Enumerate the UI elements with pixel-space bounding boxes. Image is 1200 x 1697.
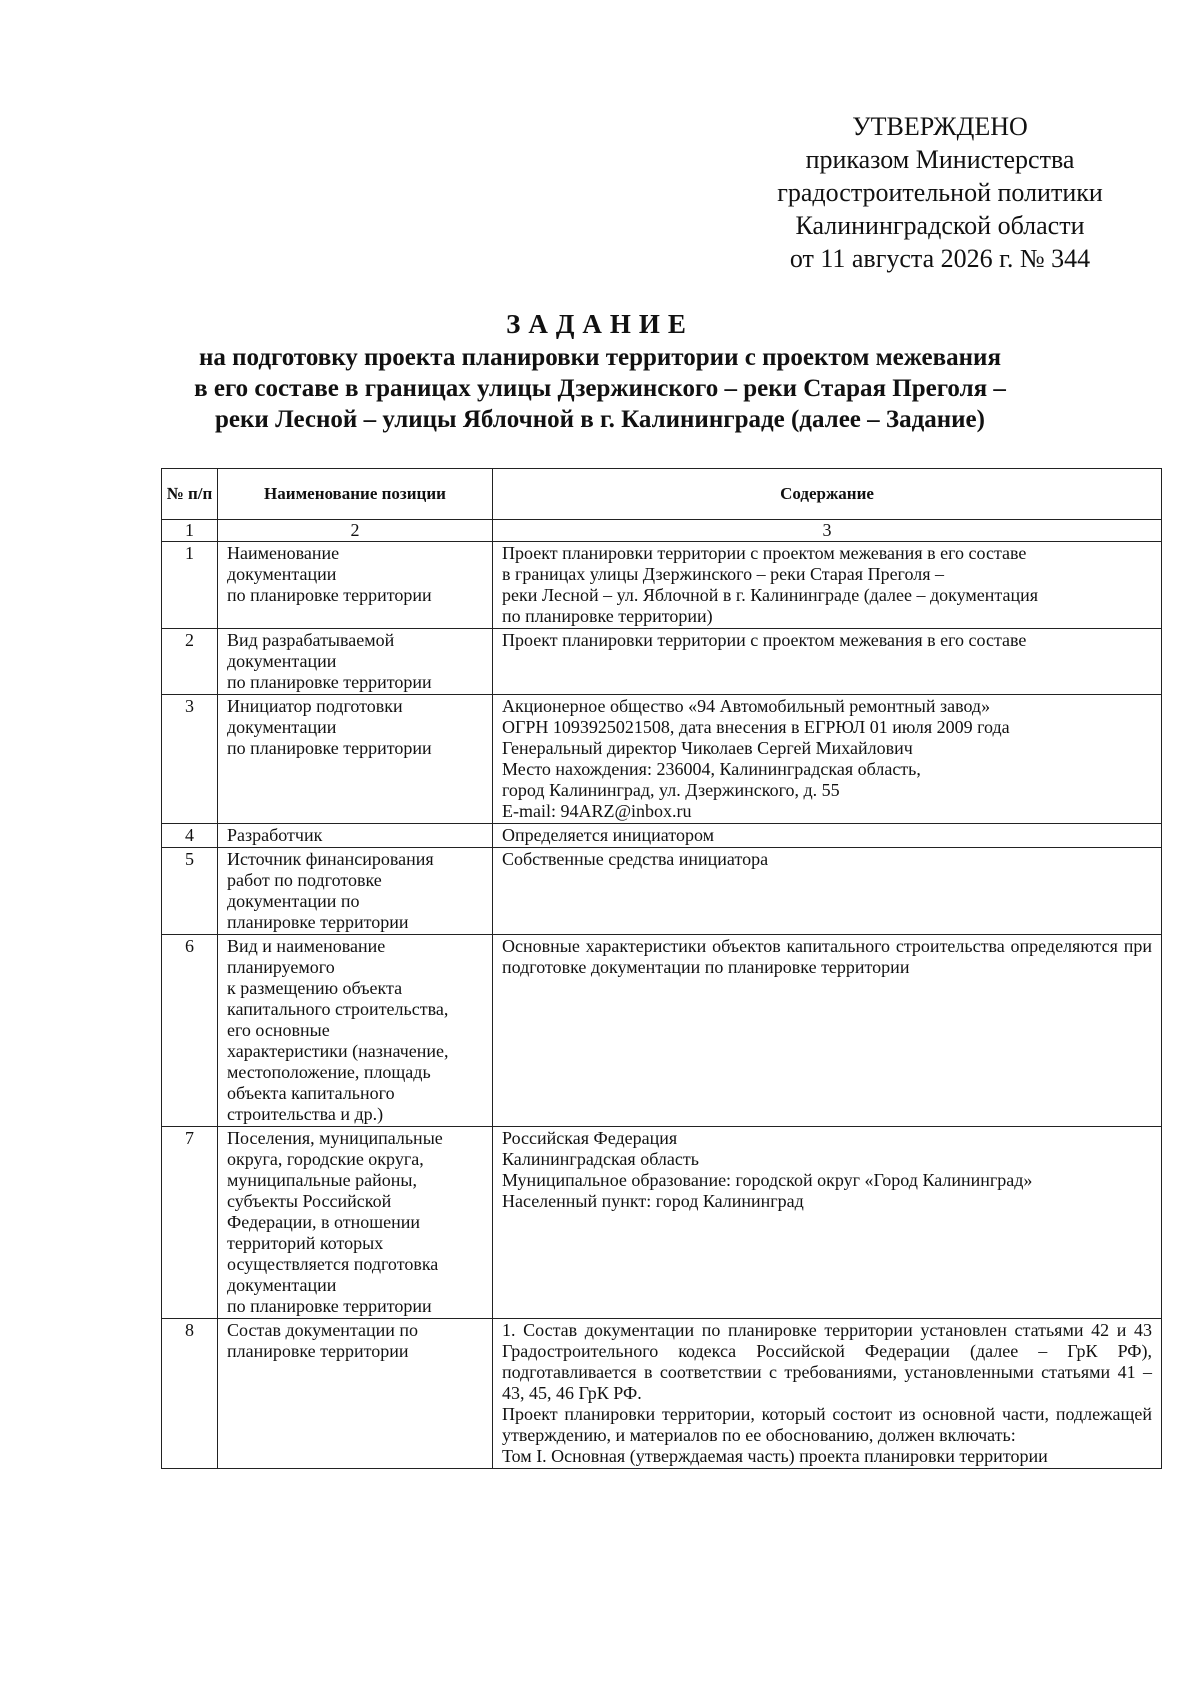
column-numbers-row: [162, 520, 1162, 542]
approval-line: от 11 августа 2026 г. № 344: [789, 244, 1091, 273]
row-number: 1: [162, 542, 218, 629]
content-line: Генеральный директор Чиколаев Сергей Михайлович: [502, 738, 913, 758]
position-name-line: субъекты Российской: [227, 1191, 392, 1211]
position-name-line: по планировке территории: [227, 672, 432, 692]
position-name-cell: [218, 1319, 493, 1469]
position-name-line: Наименование: [227, 543, 340, 563]
specification-table: [161, 468, 1162, 1469]
position-name-line: по планировке территории: [227, 738, 432, 758]
column-number: 1: [162, 520, 218, 542]
position-name-line: Вид и наименование: [227, 936, 386, 956]
header-position-name: Наименование позиции: [218, 469, 493, 520]
content-line: Основные характеристики объектов капитального строительства определяются при подготовке документации по планировке территории: [502, 936, 1152, 977]
row-number: 4: [162, 824, 218, 848]
approval-line: Калининградской области: [795, 211, 1085, 240]
position-name-line: осуществляется подготовка: [227, 1254, 439, 1274]
subtitle-line: в его составе в границах улицы Дзержинского – реки Старая Преголя –: [194, 375, 1006, 402]
table-row: [162, 695, 1162, 824]
position-name-line: планируемого: [227, 957, 335, 977]
content-line: по планировке территории): [502, 606, 713, 626]
content-line: в границах улицы Дзержинского – реки Старая Преголя –: [502, 564, 945, 584]
row-number: 8: [162, 1319, 218, 1469]
position-name-line: Источник финансирования: [227, 849, 434, 869]
table-body: [162, 542, 1162, 1469]
content-cell: [493, 1127, 1162, 1319]
position-name-line: его основные: [227, 1020, 330, 1040]
content-line: Собственные средства инициатора: [502, 849, 769, 869]
position-name-line: Состав документации по: [227, 1320, 419, 1340]
column-number: 2: [218, 520, 493, 542]
position-name-cell: [218, 629, 493, 695]
table-row: [162, 542, 1162, 629]
table-row: [162, 1127, 1162, 1319]
row-number: 5: [162, 848, 218, 935]
content-cell: [493, 1319, 1162, 1469]
header-content: Содержание: [493, 469, 1162, 520]
position-name-line: документации: [227, 717, 337, 737]
content-line: E-mail: 94ARZ@inbox.ru: [502, 801, 692, 821]
approval-line: приказом Министерства: [805, 145, 1075, 174]
position-name-line: Инициатор подготовки: [227, 696, 403, 716]
position-name-line: капитального строительства,: [227, 999, 449, 1019]
content-line: Проект планировки территории, который состоит из основной части, подлежащей утверждению, и материалов по ее обоснованию, должен включать:: [502, 1404, 1152, 1445]
position-name-line: Разработчик: [227, 825, 323, 845]
document-heading: [120, 306, 1080, 435]
content-line: Проект планировки территории с проектом межевания в его составе: [502, 630, 1027, 650]
content-line: ОГРН 1093925021508, дата внесения в ЕГРЮЛ 01 июля 2009 года: [502, 717, 1010, 737]
table-row: [162, 629, 1162, 695]
approval-stamp: [700, 110, 1180, 275]
position-name-line: строительства и др.): [227, 1104, 384, 1124]
position-name-line: документации: [227, 1275, 337, 1295]
position-name-line: документации: [227, 651, 337, 671]
position-name-line: документации: [227, 564, 337, 584]
approval-line: градостроительной политики: [777, 178, 1103, 207]
table-row: [162, 824, 1162, 848]
table-row: [162, 935, 1162, 1127]
content-line: Место нахождения: 236004, Калининградская область,: [502, 759, 921, 779]
content-line: Проект планировки территории с проектом межевания в его составе: [502, 543, 1027, 563]
position-name-line: планировке территории: [227, 1341, 409, 1361]
position-name-cell: [218, 1127, 493, 1319]
table-row: [162, 848, 1162, 935]
position-name-line: характеристики (назначение,: [227, 1041, 449, 1061]
row-number: 7: [162, 1127, 218, 1319]
position-name-cell: [218, 695, 493, 824]
position-name-line: округа, городские округа,: [227, 1149, 424, 1169]
position-name-line: планировке территории: [227, 912, 409, 932]
content-line: реки Лесной – ул. Яблочной в г. Калининграде (далее – документация: [502, 585, 1038, 605]
row-number: 2: [162, 629, 218, 695]
subtitle-line: на подготовку проекта планировки территории с проектом межевания: [198, 344, 1001, 371]
position-name-line: по планировке территории: [227, 585, 432, 605]
position-name-cell: [218, 824, 493, 848]
position-name-line: территорий которых: [227, 1233, 384, 1253]
position-name-line: Федерации, в отношении: [227, 1212, 421, 1232]
content-line: город Калининград, ул. Дзержинского, д. 55: [502, 780, 840, 800]
position-name-line: Вид разрабатываемой: [227, 630, 395, 650]
content-cell: [493, 935, 1162, 1127]
content-cell: [493, 824, 1162, 848]
content-line: Акционерное общество «94 Автомобильный ремонтный завод»: [502, 696, 991, 716]
position-name-cell: [218, 935, 493, 1127]
subtitle-line: реки Лесной – улицы Яблочной в г. Калининграде (далее – Задание): [215, 406, 985, 433]
content-line: Муниципальное образование: городской округ «Город Калининград»: [502, 1170, 1033, 1190]
table-header-row: [162, 469, 1162, 520]
header-number: № п/п: [162, 469, 218, 520]
position-name-cell: [218, 848, 493, 935]
position-name-line: по планировке территории: [227, 1296, 432, 1316]
document-title: ЗАДАНИЕ: [506, 309, 694, 339]
position-name-line: работ по подготовке: [227, 870, 382, 890]
content-line: Том I. Основная (утверждаемая часть) проекта планировки территории: [502, 1446, 1048, 1466]
content-line: Российская Федерация: [502, 1128, 678, 1148]
content-cell: [493, 542, 1162, 629]
row-number: 3: [162, 695, 218, 824]
column-number: 3: [493, 520, 1162, 542]
position-name-cell: [218, 542, 493, 629]
position-name-line: муниципальные районы,: [227, 1170, 417, 1190]
row-number: 6: [162, 935, 218, 1127]
content-cell: [493, 629, 1162, 695]
position-name-line: объекта капитального: [227, 1083, 395, 1103]
table-row: [162, 1319, 1162, 1469]
content-cell: [493, 848, 1162, 935]
content-line: 1. Состав документации по планировке территории установлен статьями 42 и 43 Градостроительного кодекса Российской Федерации (далее – ГрК РФ), подготавливается в соответствии с требованиями, установленными статьями 41 – 43, 45, 46 ГрК РФ.: [502, 1320, 1152, 1403]
position-name-line: местоположение, площадь: [227, 1062, 431, 1082]
content-line: Калининградская область: [502, 1149, 699, 1169]
content-line: Населенный пункт: город Калининград: [502, 1191, 804, 1211]
position-name-line: к размещению объекта: [227, 978, 403, 998]
content-line: Определяется инициатором: [502, 825, 715, 845]
document-subtitle: [120, 342, 1080, 435]
position-name-line: документации по: [227, 891, 360, 911]
content-cell: [493, 695, 1162, 824]
approval-line: УТВЕРЖДЕНО: [852, 112, 1028, 141]
position-name-line: Поселения, муниципальные: [227, 1128, 443, 1148]
